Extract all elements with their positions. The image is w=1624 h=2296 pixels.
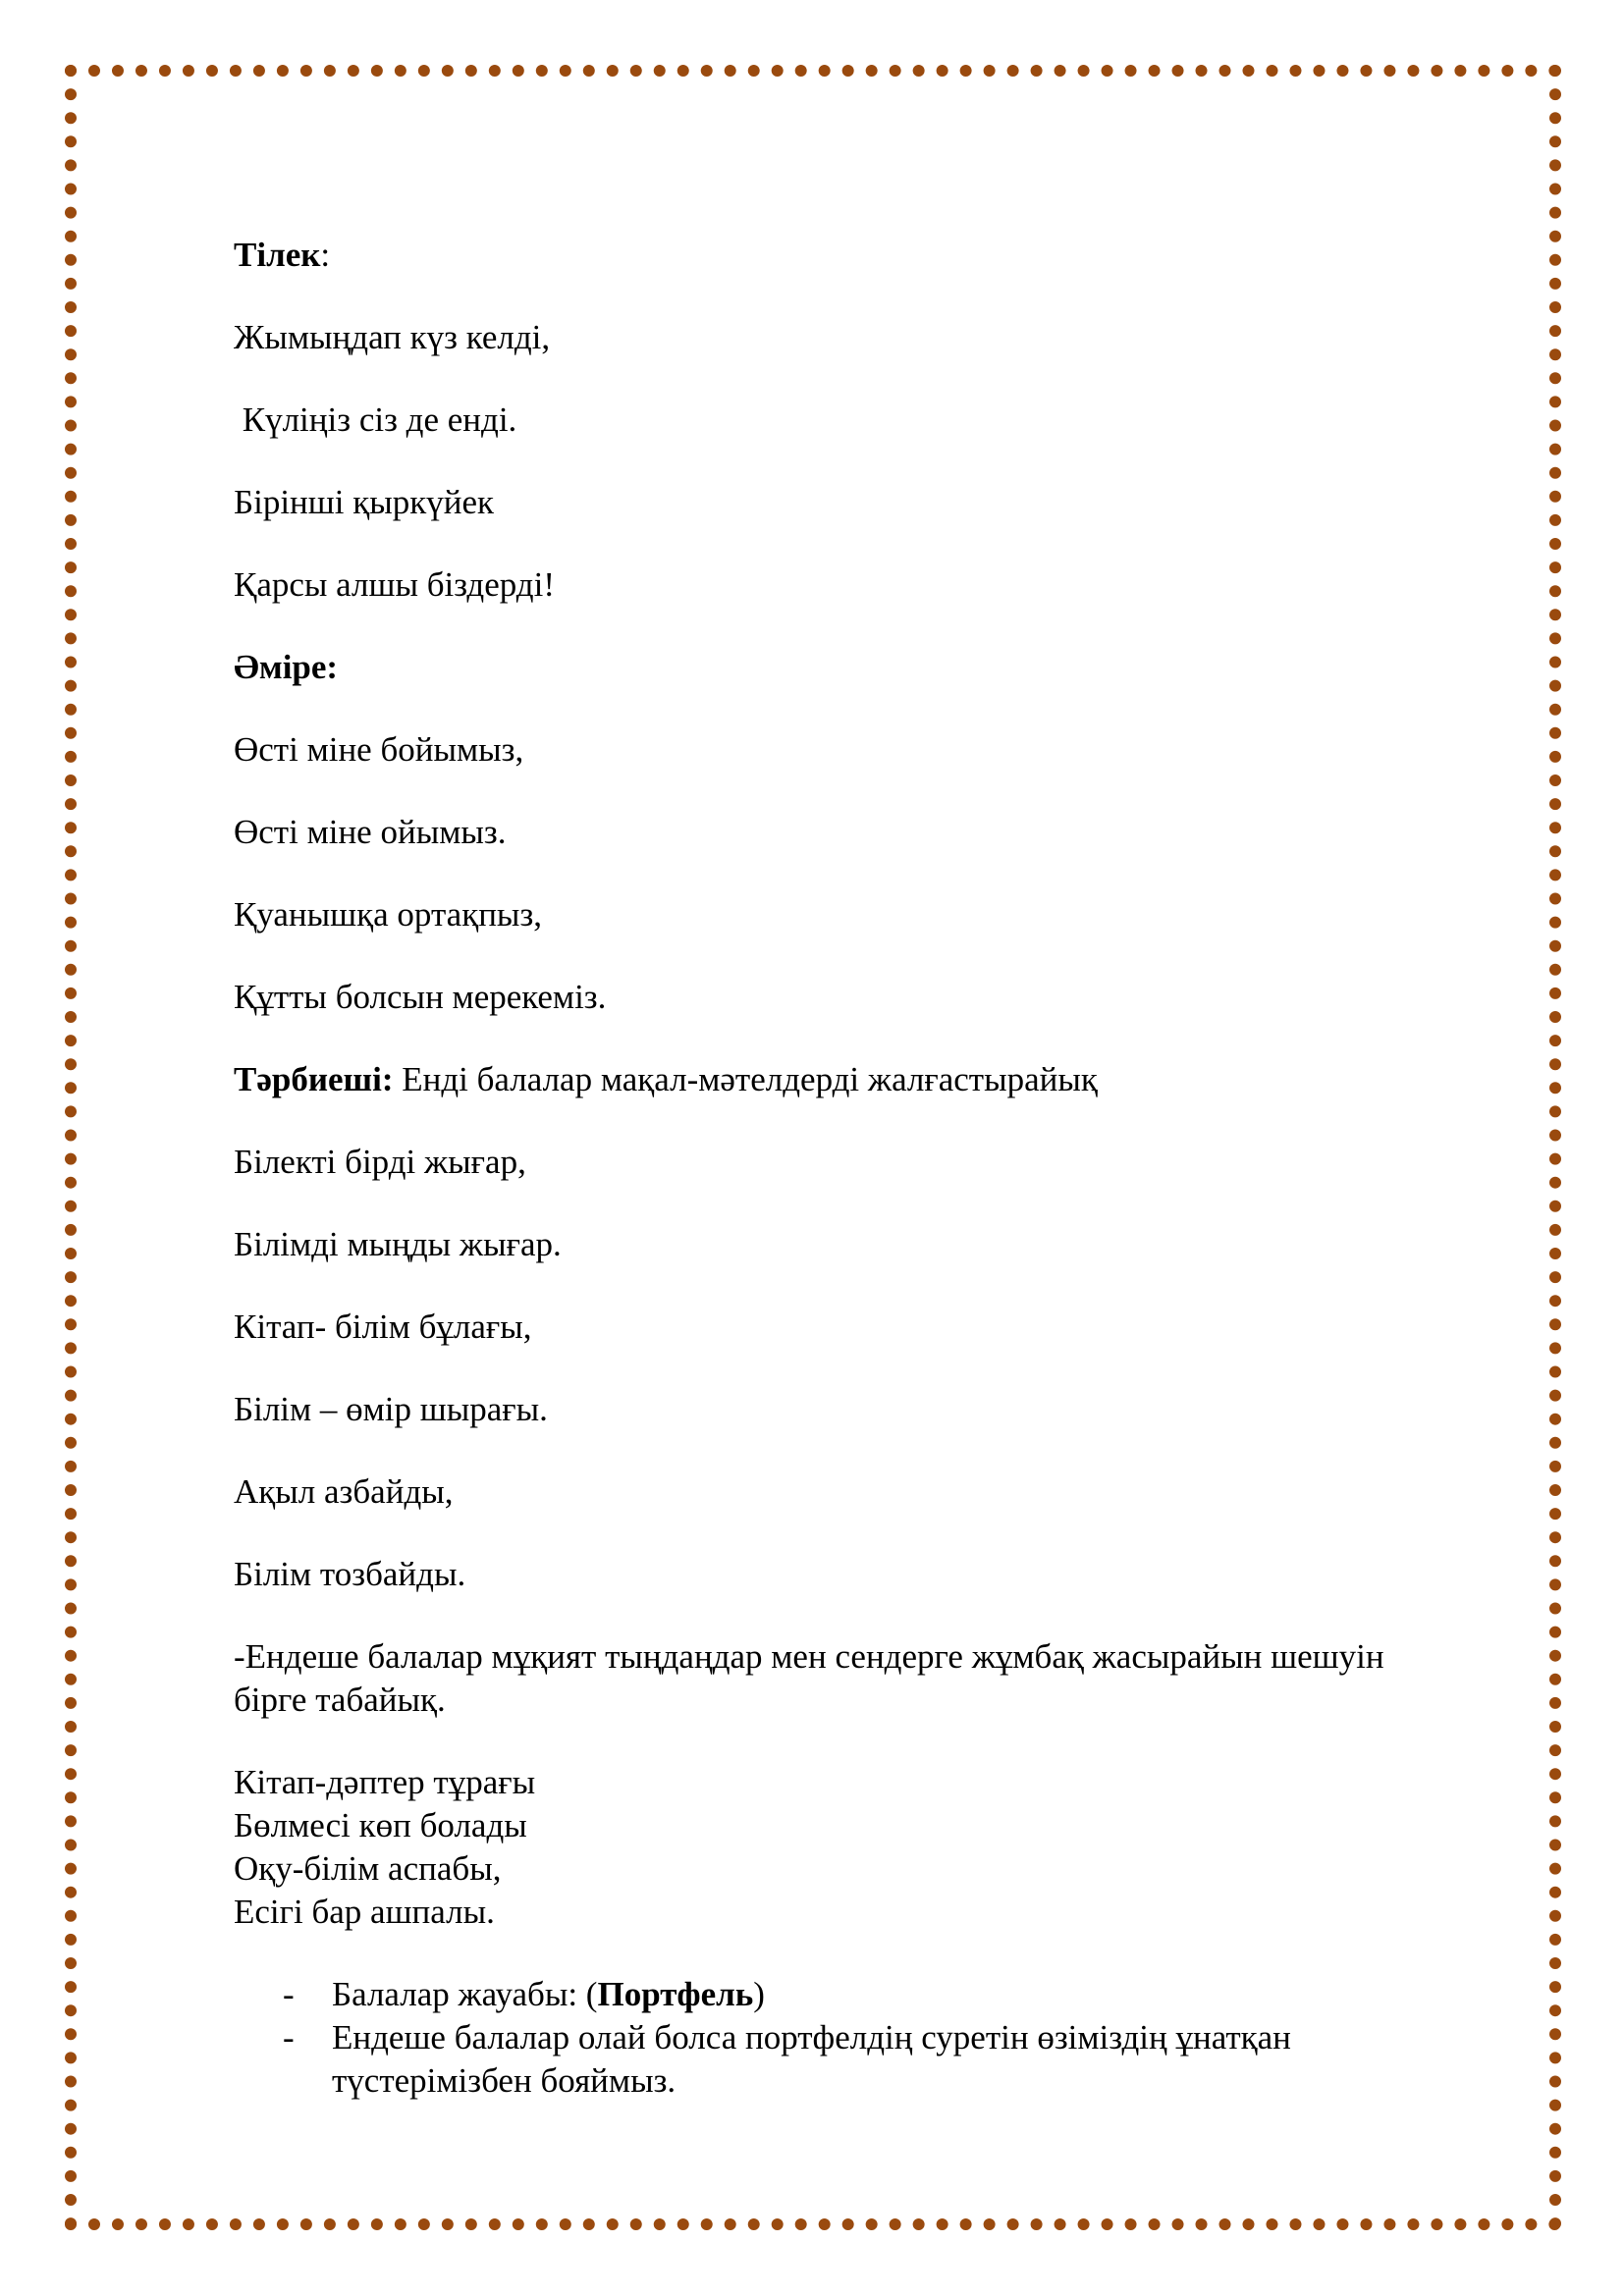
- poem-line: Өсті міне бойымыз,: [234, 730, 524, 769]
- poem-line: Жымыңдап күз келді,: [234, 318, 551, 356]
- riddle-intro: -Ендеше балалар мұқият тыңдаңдар мен сендерге жұмбақ жасырайын шешуін бірге табайық.: [234, 1637, 1393, 1719]
- amire-heading: Әміре:: [234, 648, 339, 686]
- poem-line: Күліңіз сіз де енді.: [234, 400, 517, 439]
- proverb-line: Кітап- білім бұлағы,: [234, 1308, 532, 1346]
- list-item-answer: [234, 1973, 1441, 2016]
- proverb-line: Білімді мыңды жығар.: [234, 1225, 562, 1263]
- tilek-heading: [234, 234, 1441, 277]
- teacher-line: [234, 1058, 1441, 1101]
- document-body: [234, 234, 1441, 2103]
- poem-line: Бірінші қыркүйек: [234, 483, 494, 521]
- list-item-instruction: [234, 2016, 1441, 2103]
- riddle-line: Бөлмесі көп болады: [234, 1806, 527, 1844]
- proverb-line: Білім тозбайды.: [234, 1555, 466, 1593]
- list-dash: -: [283, 1975, 295, 2013]
- proverb-line: Білім – өмір шырағы.: [234, 1390, 548, 1428]
- poem-line: Өсті міне ойымыз.: [234, 813, 507, 851]
- speaker-label: Тілек: [234, 236, 321, 274]
- answer-word: Портфель: [597, 1975, 754, 2013]
- proverb-line: Ақыл азбайды,: [234, 1472, 454, 1511]
- speaker-colon: :: [320, 236, 331, 274]
- riddle-line: Оқу-білім аспабы,: [234, 1849, 502, 1888]
- teacher-text: Енді балалар мақал-мәтелдерді жалғастырайық: [393, 1060, 1098, 1098]
- answer-suffix: ): [753, 1975, 765, 2013]
- speaker-label: Тәрбиеші:: [234, 1060, 394, 1098]
- poem-line: Құтты болсын мерекеміз.: [234, 978, 607, 1016]
- riddle-block: [234, 1761, 1441, 1934]
- riddle-line: Есігі бар ашпалы.: [234, 1893, 495, 1931]
- poem-line: Қуанышқа ортақпыз,: [234, 895, 543, 934]
- dash-list: [234, 1973, 1441, 2103]
- proverb-line: Білекті бірді жығар,: [234, 1143, 526, 1181]
- riddle-line: Кітап-дәптер тұрағы: [234, 1763, 536, 1801]
- answer-prefix: Балалар жауабы: (: [332, 1975, 598, 2013]
- instruction-text: Ендеше балалар олай болса портфелдің суретін өзіміздің ұнатқан түстерімізбен бояймыз.: [332, 2018, 1291, 2100]
- poem-line: Қарсы алшы біздерді!: [234, 565, 555, 604]
- list-dash: -: [283, 2018, 295, 2056]
